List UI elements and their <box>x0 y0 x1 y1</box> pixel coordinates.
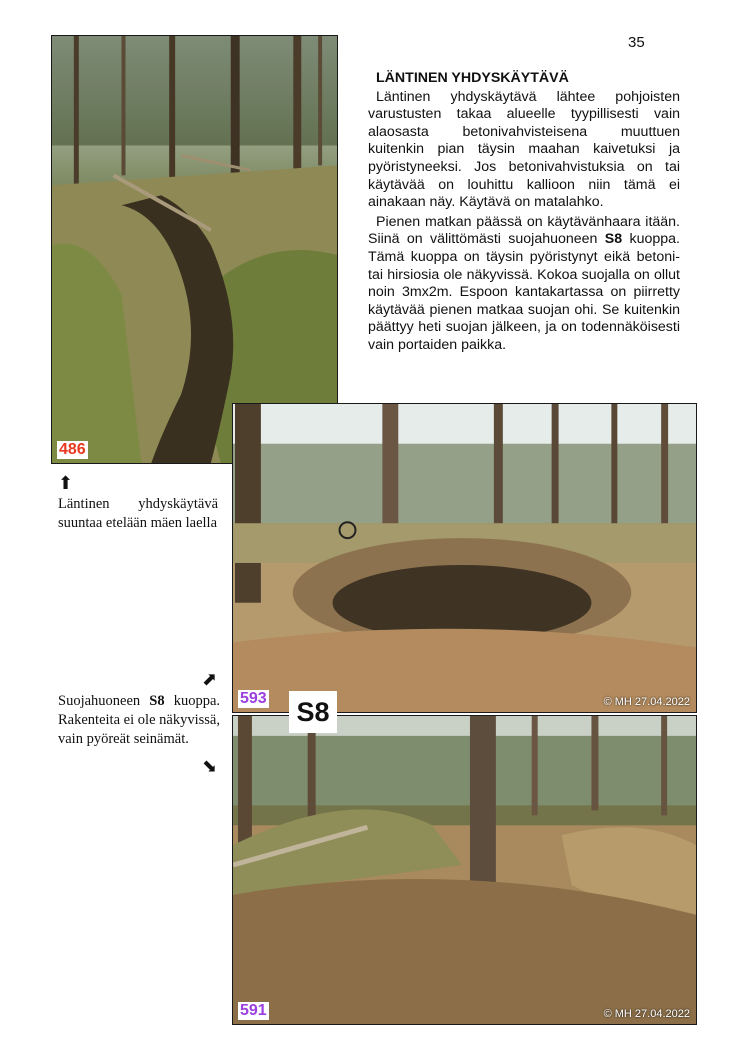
article-paragraph-2: Pienen matkan päässä on käytävänhaara itään. Siinä on välittömästi suojahuoneen S8 kuoppa. Tämä kuoppa on täysin pyöristynyt eikä betoni- tai hirsiosia ole näkyvissä. Kokoa suojalla on ollut noin 3mx2m. Espoon kantakartassa on piirretty käytävää pienen matkaa suojan ohi. Se kuitenkin päättyy heti suojan jälkeen, ja on todennäköisesti vain portaiden paikka. <box>368 213 680 353</box>
forest-trench-photo-486 <box>52 36 337 463</box>
photo-number-593: 593 <box>240 690 267 707</box>
photo-credit-593: © MH 27.04.2022 <box>603 696 690 708</box>
photo-number-486: 486 <box>59 441 86 458</box>
forest-pit-photo-591 <box>233 716 696 1024</box>
shelter-code-s8: S8 <box>604 231 623 248</box>
caption-photo-486: Läntinen yhdyskäytävä suuntaa etelään mäen laella <box>58 496 218 531</box>
arrow-up-icon: ⬆ <box>58 473 74 493</box>
caption-photos-593-591: Suojahuoneen S8 kuoppa. Rakenteita ei ole näkyvissä, vain pyöreät seinämät. <box>58 693 221 747</box>
arrow-down-right-icon: ⬊ <box>202 756 218 776</box>
arrow-up-right-icon: ⬈ <box>202 669 218 689</box>
page-number: 35 <box>628 34 645 51</box>
photo-591 <box>232 715 697 1025</box>
photo-credit-591: © MH 27.04.2022 <box>603 1008 690 1020</box>
photo-593 <box>232 403 697 713</box>
forest-pit-photo-593 <box>233 404 696 712</box>
photo-486 <box>51 35 338 464</box>
article-paragraph-1: Läntinen yhdyskäytävä lähtee pohjoisten varustusten takaa alueelle tyypillisesti vain alaosasta betonivahvisteisena muuttuen kuitenkin pian täysin maahan kaivetuksi ja pyöristyneeksi. Jos betonivahvistuksia on tai käytävää on louhittu kallioon niin tämä ei ainakaan näy. Käytävä on matalahko. <box>368 88 680 211</box>
article-heading: LÄNTINEN YHDYSKÄYTÄVÄ <box>376 70 569 86</box>
photo-number-591: 591 <box>240 1002 267 1019</box>
shelter-s8-label: S8 <box>289 691 337 733</box>
article <box>368 70 680 355</box>
